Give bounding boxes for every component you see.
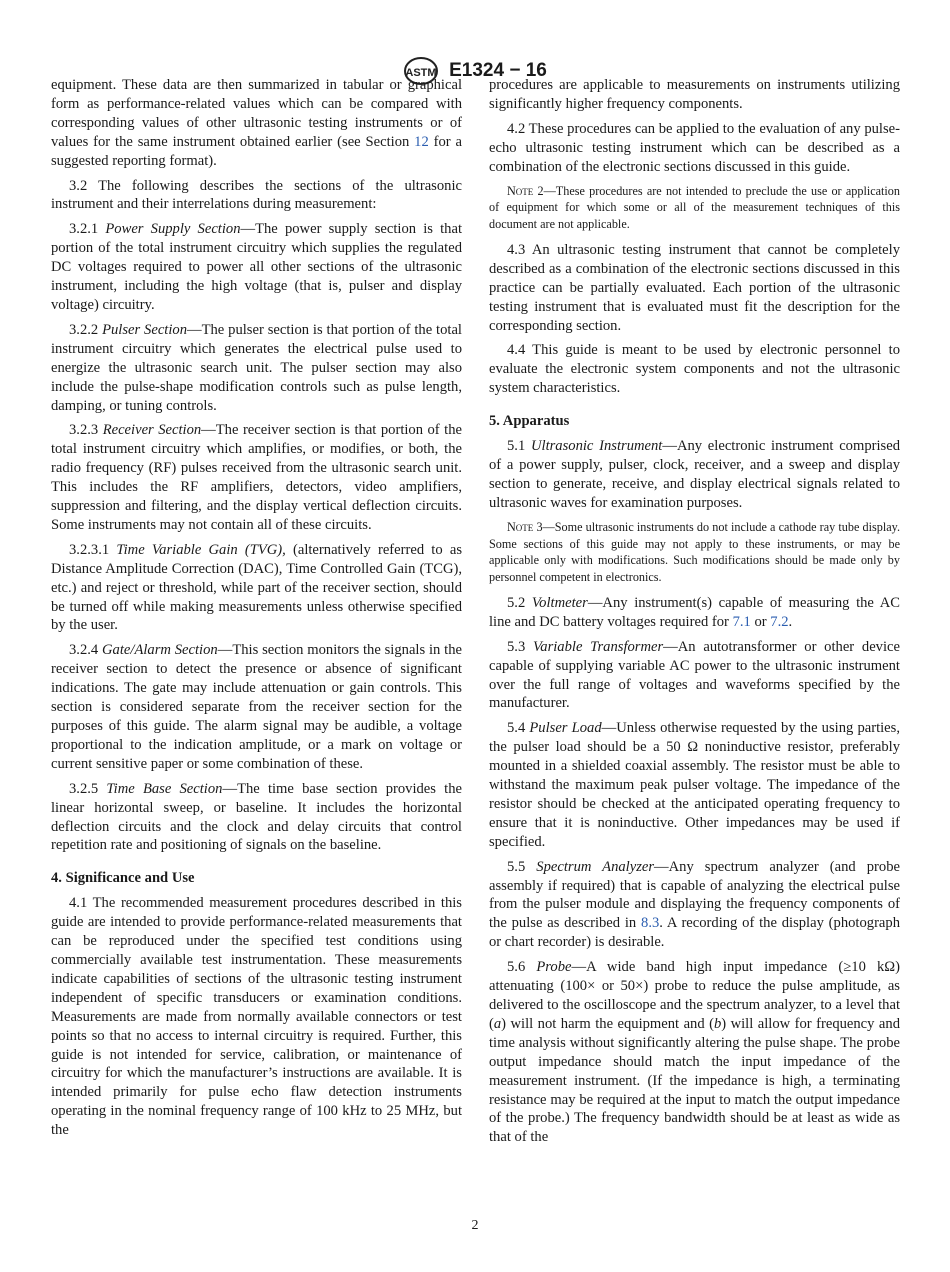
text: —The pulser section is that portion of the total instrument circuitry which generates the electrical pulse used to energize the ultrasonic search unit. The pulser section may also include the pulse-shape modification controls such as pulse length, damping, or tuning controls.: [51, 321, 462, 414]
term-title: Receiver Section: [102, 422, 202, 439]
text: 2—These procedures are not intended to preclude the use or application of equipment for which some or all of the measurement techniques of this document are not applicable.: [489, 183, 900, 232]
svg-text:ASTM: ASTM: [405, 67, 437, 79]
term-title: Probe: [536, 959, 572, 976]
text: ) will not harm the equipment and (: [501, 1015, 714, 1032]
term-title: b: [713, 1015, 722, 1032]
text: —The power supply section is that portion of the total instrument circuitry which supplies the regulated DC voltages required to power all other sections of the ultrasonic instrument, including the high voltage (that is, pulser and display voltage) circuitry.: [51, 221, 462, 313]
text: 5.3: [507, 638, 533, 655]
paragraph: [51, 220, 462, 315]
term-title: Gate/Alarm Section: [102, 642, 218, 659]
text: 5.1: [507, 438, 531, 455]
text: —Any spectrum analyzer (and probe assembly if required) that is capable of analyzing the electrical pulse from the pulser module and displaying the frequency components of the pulse as described in: [489, 858, 900, 932]
term-title: Variable Transformer: [532, 638, 664, 655]
text: —A wide band high input impedance (≥10 kΩ) attenuating (100× or 50×) probe to reduce the pulse amplitude, as delivered to the oscilloscope and the spectrum analyzer, to a level that (: [489, 959, 900, 1032]
text: 5.6: [507, 959, 537, 976]
text: 5.5: [507, 858, 537, 875]
text: —Any electronic instrument comprised of a power supply, pulser, clock, receiver, and a sweep and display section to generate, receive, and display electrical signals related to ultrasonic waves for examination purposes.: [489, 438, 900, 511]
paragraph: [489, 719, 900, 851]
paragraph: [51, 894, 462, 1140]
page-number: 2: [471, 1218, 479, 1233]
left-column: [51, 76, 462, 1146]
note-label: Note: [507, 519, 534, 534]
section-link[interactable]: 7.2: [770, 613, 789, 630]
note: [489, 519, 900, 586]
section-link[interactable]: 12: [414, 133, 429, 150]
paragraph: [51, 421, 462, 534]
term-title: Pulser Section: [102, 321, 187, 338]
text: 3.2.4: [69, 642, 103, 659]
text: 5.2: [507, 594, 532, 611]
text: 3—Some ultrasonic instruments do not include a cathode ray tube display. Some sections of this guide may not apply to these instruments, or may be applicable only with modifications. Such modifications should be made only by personnel competent in electronics.: [489, 519, 900, 585]
paragraph: [489, 858, 900, 953]
paragraph: [489, 594, 900, 632]
term-title: Time Variable Gain (TVG),: [116, 541, 286, 558]
paragraph: [51, 541, 462, 636]
text: —The receiver section is that portion of the total instrument circuitry which amplifies, or modifies, or both, the radio frequency (RF) pulses received from the ultrasonic search unit. This includes the RF amplifiers, detectors, video amplifiers, suppression and filtering, and the display vertical deflection circuits. Some instruments may not contain all of these circuits.: [51, 422, 462, 533]
text: —Any instrument(s) capable of measuring the AC line and DC battery voltages required for: [489, 594, 901, 630]
text: 3.2.1: [69, 221, 106, 238]
text: equipment. These data are then summarized in tabular or graphical form as performance-related values which can be compared with corresponding values of other ultrasonic testing instruments or of values for the same instrument obtained earlier (see Section: [51, 77, 462, 150]
text: (alternatively referred to as Distance Amplitude Correction (DAC), Time Controlled Gain (TCG), etc.) and reject or threshold, while part of the receiver section, should be turned off while making measurements unless otherwise specified by the user.: [51, 541, 462, 634]
text: 3.2.3: [69, 422, 103, 439]
term-title: Ultrasonic Instrument: [530, 438, 663, 455]
note: [489, 183, 900, 233]
paragraph: [51, 177, 462, 215]
text: 4.1 The recommended measurement procedures described in this guide are intended to provide performance-related measurements that can be reproduced under the specified test conditions using commercially available test instrumentation. These measurements indicate capabilities of sections of the ultrasonic testing instrument independent of specific transducers or examination conditions. Measurements are made from normally available connectors or test points so that no access to internal circuitry is required. Further, this guide is not intended for service, calibration, or maintenance of circuitry for which the manufacturer’s instructions are available. It is intended primarily for pulse echo flaw detection instruments operating in the nominal frequency range of 100 kHz to 25 MHz, but the: [51, 895, 462, 1139]
term-title: a: [493, 1015, 502, 1032]
paragraph: [489, 638, 900, 714]
paragraph: [51, 780, 462, 856]
text: 3.2.5: [69, 780, 107, 797]
section-heading: [51, 869, 462, 888]
term-title: Power Supply Section: [105, 221, 241, 238]
paragraph: [51, 76, 462, 171]
section-link[interactable]: 8.3: [641, 915, 660, 932]
text: procedures are applicable to measurements on instruments utilizing significantly higher frequency components.: [489, 77, 900, 112]
text: —An autotransformer or other device capable of supplying variable AC power to the ultrasonic instrument over the full range of voltages and waveforms specified by the manufacturer.: [489, 638, 900, 712]
text: —The time base section provides the linear horizontal sweep, or baseline. It includes the horizontal deflection circuits and the clock and delay circuits that control repetition rate and positioning of signals on the baseline.: [51, 780, 462, 854]
text: or: [750, 613, 771, 630]
term-title: Time Base Section: [106, 780, 223, 797]
term-title: Spectrum Analyzer: [536, 858, 655, 875]
standard-designation: E1324 − 16: [449, 60, 547, 81]
term-title: Pulser Load: [529, 720, 602, 737]
text: 5.4: [507, 720, 530, 737]
text: —This section monitors the signals in the receiver section to detect the presence or absence of significant indications. The gate may include attenuation or gain controls. This section is considered separate from the receiver section for the purposes of this guide. The alarm signal may be audible, a voltage proportional to the indication amplitude, or a mark on voltage or current sensitive paper or some combination of these.: [51, 642, 462, 772]
section-heading: [489, 412, 900, 431]
section-link[interactable]: 7.1: [732, 613, 751, 630]
term-title: Voltmeter: [531, 594, 588, 611]
paragraph: [489, 958, 900, 1147]
paragraph: [51, 641, 462, 773]
paragraph: [489, 341, 900, 398]
text: 3.2 The following describes the sections of the ultrasonic instrument and their interrelations during measurement:: [51, 177, 462, 213]
paragraph: [51, 321, 462, 416]
text: 5. Apparatus: [489, 413, 570, 430]
paragraph: [489, 120, 900, 177]
text: 4.4 This guide is meant to be used by electronic personnel to evaluate the electronic system components and not the ultrasonic system characteristics.: [489, 342, 900, 397]
text: . A recording of the display (photograph or chart recorder) is desirable.: [489, 915, 900, 951]
text: —Unless otherwise requested by the using parties, the pulser load should be a 50 Ω noninductive resistor, preferably mounted in a shielded coaxial assembly. The resistor must be able to withstand the maximum peak pulser voltage. The impedance of the resistor should be checked at the anticipated operating frequency to ensure that it is noninductive. Other impedances may be used if specified.: [489, 720, 900, 850]
text: 4.3 An ultrasonic testing instrument that cannot be completely described as a combination of the electronic sections discussed in this practice can be partially evaluated. Each portion of the ultrasonic testing instrument that is evaluated must fit the description for the corresponding section.: [489, 241, 900, 334]
right-column: [489, 76, 900, 1153]
text: 4. Significance and Use: [51, 870, 195, 887]
paragraph: [489, 437, 900, 513]
paragraph: [489, 76, 900, 114]
text: 4.2 These procedures can be applied to the evaluation of any pulse-echo ultrasonic testing instrument which can be described as a combination of the electronic sections discussed in this guide.: [489, 120, 900, 175]
text: for a suggested reporting format).: [51, 133, 463, 169]
text: ) will allow for frequency and time analysis without significantly altering the pulse shape. The probe output impedance should match the input impedance of the measurement instrument. (If the impedance is high, a terminating resistance may be required at the input to match the output impedance of the probe.) The frequency bandwidth should be at least as wide as that of the: [489, 1015, 900, 1146]
note-label: Note: [507, 183, 534, 198]
paragraph: [489, 241, 900, 336]
text: 3.2.2: [69, 321, 103, 338]
text: 3.2.3.1: [69, 541, 117, 558]
text: .: [788, 613, 793, 630]
